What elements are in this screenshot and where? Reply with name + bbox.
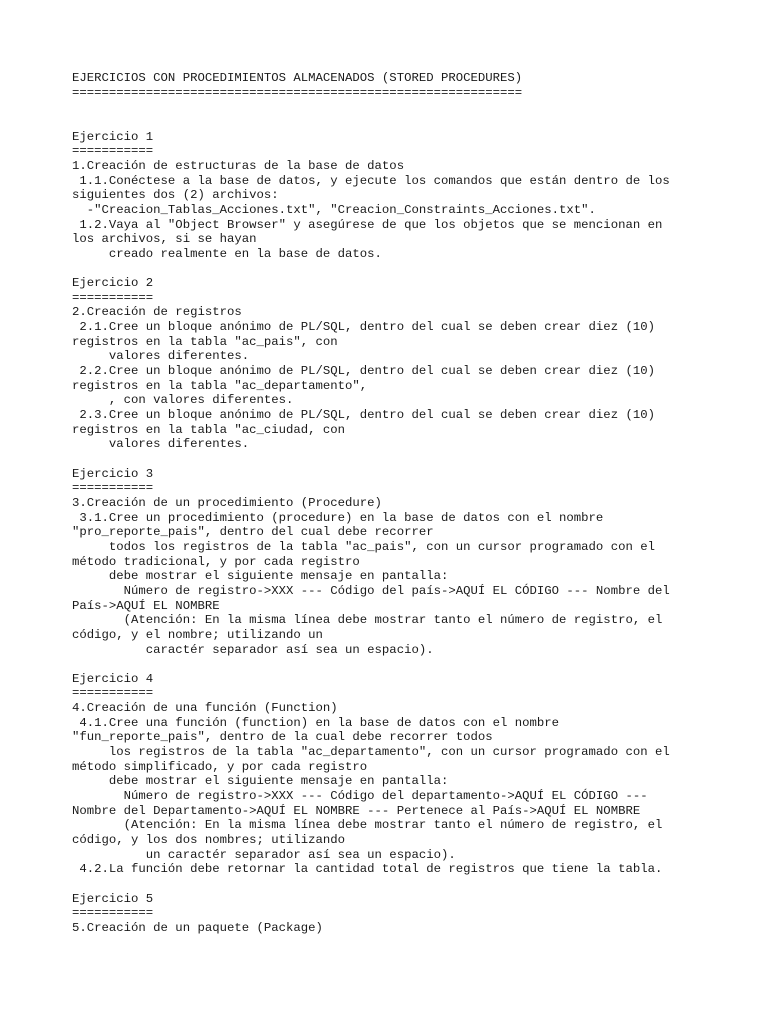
text-line: (Atención: En la misma línea debe mostrar tanto el número de registro, el [72, 818, 663, 833]
text-line: Número de registro->XXX --- Código del país->AQUÍ EL CÓDIGO --- Nombre del [72, 583, 670, 598]
text-line: Nombre del Departamento->AQUÍ EL NOMBRE --- Pertenece al País->AQUÍ EL NOMBRE [72, 803, 641, 818]
blank-line [72, 262, 732, 277]
text-line: 2.1.Cree un bloque anónimo de PL/SQL, dentro del cual se deben crear diez (10) [72, 320, 655, 335]
text-line: 1.2.Vaya al "Object Browser" y asegúrese de que los objetos que se mencionan en [72, 217, 663, 232]
text-line: -"Creacion_Tablas_Acciones.txt", "Creacion_Constraints_Acciones.txt". [72, 202, 596, 217]
text-line: "fun_reporte_pais", dentro de la cual debe recorrer todos [72, 730, 493, 745]
text-line: País->AQUÍ EL NOMBRE [72, 598, 220, 613]
blank-line [72, 657, 732, 672]
text-line: =========== [72, 906, 154, 921]
text-line: Ejercicio 1 [72, 129, 154, 144]
text-line: ============================================================= [72, 85, 523, 100]
text-line: Ejercicio 3 [72, 466, 154, 481]
text-line: Ejercicio 2 [72, 276, 154, 291]
text-line: los registros de la tabla "ac_departamento", con un cursor programado con el [72, 745, 670, 760]
text-line: (Atención: En la misma línea debe mostrar tanto el número de registro, el [72, 613, 663, 628]
text-line: código, y los dos nombres; utilizando [72, 833, 346, 848]
text-line: 1.1.Conéctese a la base de datos, y ejecute los comandos que están dentro de los [72, 173, 670, 188]
blank-line [72, 115, 732, 130]
text-line: siguientes dos (2) archivos: [72, 188, 279, 203]
text-line: 2.3.Cree un bloque anónimo de PL/SQL, dentro del cual se deben crear diez (10) [72, 408, 655, 423]
text-line: 2.2.Cree un bloque anónimo de PL/SQL, dentro del cual se deben crear diez (10) [72, 364, 655, 379]
text-line: Número de registro->XXX --- Código del departamento->AQUÍ EL CÓDIGO --- [72, 789, 648, 804]
text-line: 3.Creación de un procedimiento (Procedure) [72, 495, 382, 510]
text-line: valores diferentes. [72, 349, 250, 364]
text-line: EJERCICIOS CON PROCEDIMIENTOS ALMACENADOS (STORED PROCEDURES) [72, 71, 523, 85]
text-line: 5.Creación de un paquete (Package) [72, 920, 323, 935]
blank-line [72, 100, 732, 115]
text-line: registros en la tabla "ac_pais", con [72, 334, 338, 349]
text-line: código, y el nombre; utilizando un [72, 627, 323, 642]
text-line: registros en la tabla "ac_departamento", [72, 378, 368, 393]
text-line: valores diferentes. [72, 437, 250, 452]
text-line: =========== [72, 686, 154, 701]
text-line: 1.Creación de estructuras de la base de datos [72, 158, 405, 173]
text-line: método simplificado, y por cada registro [72, 759, 368, 774]
text-line: 4.1.Cree una función (function) en la base de datos con el nombre [72, 715, 560, 730]
text-line: Ejercicio 5 [72, 891, 154, 906]
text-line: debe mostrar el siguiente mensaje en pantalla: [72, 774, 449, 789]
text-line: =========== [72, 144, 154, 159]
text-line: registros en la tabla "ac_ciudad, con [72, 422, 346, 437]
text-line: =========== [72, 290, 154, 305]
text-line: Ejercicio 4 [72, 671, 154, 686]
text-line: los archivos, si se hayan [72, 232, 257, 247]
text-line: un caractér separador así sea un espacio). [72, 847, 456, 862]
text-line: 3.1.Cree un procedimiento (procedure) en la base de datos con el nombre [72, 510, 604, 525]
text-line: =========== [72, 481, 154, 496]
text-line: todos los registros de la tabla "ac_pais", con un cursor programado con el [72, 539, 655, 554]
blank-line [72, 877, 732, 892]
text-line: método tradicional, y por cada registro [72, 554, 360, 569]
document-body [72, 71, 732, 936]
text-line: caractér separador así sea un espacio). [72, 642, 434, 657]
text-line: debe mostrar el siguiente mensaje en pantalla: [72, 569, 449, 584]
text-line: "pro_reporte_pais", dentro del cual debe recorrer [72, 525, 434, 540]
text-line: 4.2.La función debe retornar la cantidad total de registros que tiene la tabla. [72, 862, 663, 877]
text-line: 2.Creación de registros [72, 305, 242, 320]
text-line: , con valores diferentes. [72, 393, 294, 408]
text-line: 4.Creación de una función (Function) [72, 701, 338, 716]
blank-line [72, 452, 732, 467]
text-line: creado realmente en la base de datos. [72, 246, 382, 261]
